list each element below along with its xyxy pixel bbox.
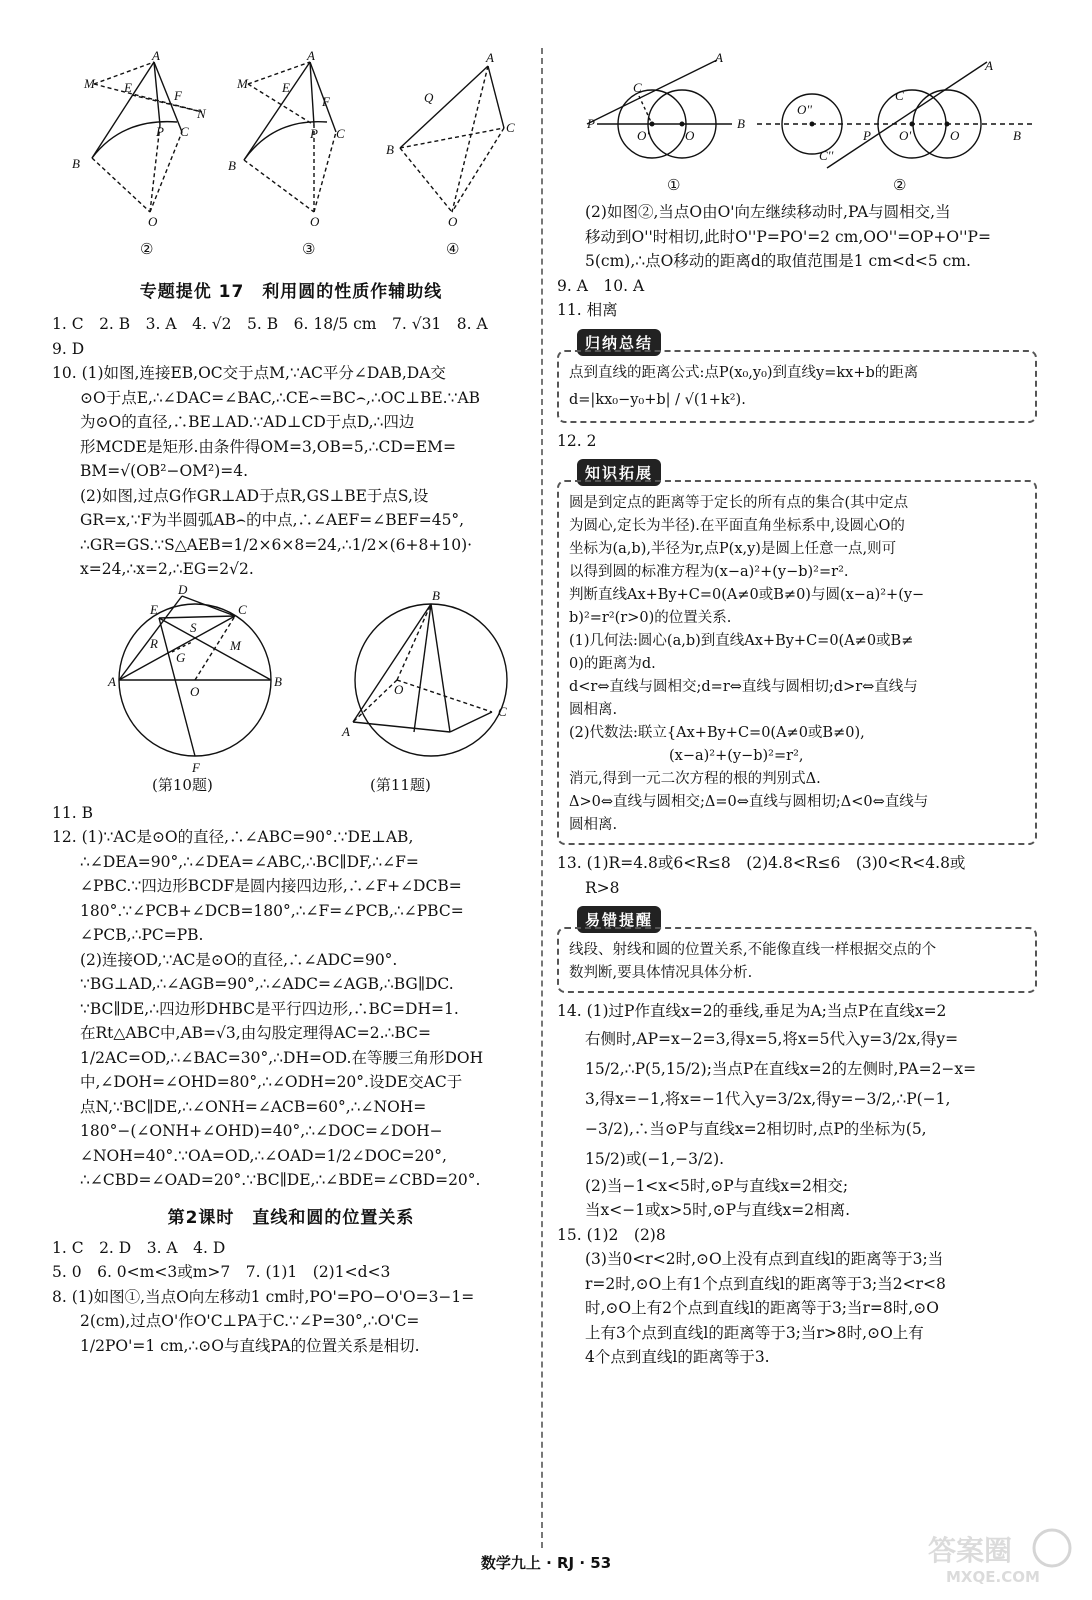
box-line: 消元,得到一元二次方程的根的判别式Δ. — [569, 771, 821, 787]
box-line: 以得到圆的标准方程为(x−a)²+(y−b)²=r². — [569, 564, 849, 580]
answer-line: ∴∠DEA=90°,∴∠DEA=∠ABC,∴BC∥DF,∴∠F= — [80, 852, 419, 871]
error-reminder-box — [557, 927, 1037, 993]
answers-block-right-1 — [557, 200, 1037, 323]
answer-line: r=2时,⊙O上有1个点到直线l的距离等于3;当2<r<8 — [585, 1274, 946, 1293]
fig4-dash — [400, 128, 504, 148]
answer-line: GR=x,∵F为半圆弧AB⌢的中点,∴∠AEF=∠BEF=45°, — [80, 511, 465, 529]
point-label-b: B — [274, 673, 282, 689]
point-label-e: E — [150, 601, 158, 617]
point-label-b: B — [1013, 128, 1021, 143]
answer-line: 1/2AC=OD,∴∠BAC=30°,∴DH=OD.在等腰三角形DOH — [80, 1048, 484, 1067]
fig1-center-o — [680, 122, 685, 127]
answer-line: 5. 0 6. 0<m<3或m>7 7. (1)1 (2)1<d<3 — [52, 1263, 391, 1281]
tangent-figures-svg — [557, 0, 1037, 196]
point-label-a: A — [985, 58, 993, 73]
answer-line: (2)连接OD,∵AC是⊙O的直径,∴∠ADC=90°. — [80, 950, 398, 969]
point-label-c: C — [498, 703, 507, 719]
fig11-line — [450, 712, 492, 732]
point-label-e: E — [124, 80, 132, 95]
answer-line: 15/2,∴P(5,15/2);当点P在直线x=2的左侧时,PA=2−x= — [585, 1059, 977, 1078]
point-label-o-double-prime: O'' — [797, 102, 812, 117]
point-label-d: D — [178, 581, 188, 597]
section-title-topic-17: 专题提优 17 利用圆的性质作辅助线 — [139, 282, 443, 302]
fig2-line — [154, 62, 160, 125]
fig3-dash — [248, 62, 310, 84]
answer-line: 9. D — [52, 339, 85, 358]
answer-line: 10. (1)如图,连接EB,OC交于点M,∵AC平分∠DAB,DA交 — [52, 364, 446, 382]
answer-line: ∵BC∥DE,∴四边形DHBC是平行四边形,∴BC=DH=1. — [80, 999, 459, 1018]
point-label-o: O — [148, 214, 158, 229]
point-label-q: Q — [424, 90, 434, 105]
answer-line: ∵BG⊥AD,∴∠AGB=90°,∴∠ADC=∠AGB,∴BG∥DC. — [80, 975, 454, 993]
circle-figures-svg — [52, 582, 530, 797]
answer-line: 移动到O''时相切,此时O''P=PO'=2 cm,OO''=OP+O''P= — [585, 227, 991, 246]
answer-line: ⊙O于点E,∴∠DAC=∠BAC,∴CE⌢=BC⌢,∴OC⊥BE.∵AB — [80, 388, 481, 407]
fig2-arc — [92, 122, 177, 158]
point-label-a: A — [108, 673, 116, 689]
figure-label-4: ④ — [446, 240, 460, 258]
error-reminder-tag: 易错提醒 — [577, 906, 661, 933]
figure-label-3: ③ — [302, 240, 316, 258]
point-label-m: M — [230, 637, 241, 653]
point-label-o: O — [448, 214, 458, 229]
answer-line: ∴GR=GS.∵S△AEB=1/2×6×8=24,∴1/2×(6+8+10)· — [80, 535, 473, 554]
box-line: 坐标为(a,b),半径为r,点P(x,y)是圆上任意一点,则可 — [569, 541, 897, 557]
answer-line: 在Rt△ABC中,AB=√3,由勾股定理得AC=2.∴BC= — [80, 1024, 431, 1042]
fig2-dash — [92, 158, 150, 212]
fig11-line — [353, 604, 431, 722]
point-label-r: R — [150, 635, 158, 651]
geometry-figures-svg — [52, 0, 530, 255]
answer-line: ∠PBC.∵四边形BCDF是圆内接四边形,∴∠F+∠DCB= — [80, 877, 462, 895]
point-label-b: B — [228, 158, 236, 173]
answer-line: (2)如图,过点G作GR⊥AD于点R,GS⊥BE于点S,设 — [80, 486, 429, 505]
point-label-o: O — [394, 681, 404, 697]
answer-line: 点N,∵BC∥DE,∴∠ONH=∠ACB=60°,∴∠NOH= — [80, 1097, 427, 1116]
fig4-dash — [452, 128, 504, 212]
box-line: 圆相离. — [569, 817, 618, 833]
box-line: (2)代数法:联立{Ax+By+C=0(A≠0或B≠0), — [569, 725, 865, 741]
fig2-dash — [150, 132, 182, 212]
point-label-a: A — [307, 48, 315, 63]
fig4-line — [488, 66, 504, 128]
fig2-center-o2 — [810, 122, 815, 127]
fig11-line — [431, 604, 450, 732]
answer-line: (2)如图②,当点O由O'向左继续移动时,PA与圆相交,当 — [585, 203, 951, 221]
answer-line: 13. (1)R=4.8或6<R≤8 (2)4.8<R≤6 (3)0<R<4.8或 — [557, 854, 966, 872]
point-label-f: F — [322, 94, 330, 109]
answer-line: 180°.∵∠PCB+∠DCB=180°,∴∠F=∠PCB,∴∠PBC= — [80, 901, 464, 920]
box-line: (1)几何法:圆心(a,b)到直线Ax+By+C=0(A≠0或B≠ — [569, 633, 914, 649]
point-label-a: A — [152, 48, 160, 63]
answer-line: 上有3个点到直线l的距离等于3;当r>8时,⊙O上有 — [585, 1323, 924, 1342]
fig10-line-dc — [182, 596, 235, 616]
left-column — [52, 0, 530, 1358]
point-label-c: C — [506, 120, 515, 135]
point-label-b: B — [72, 156, 80, 171]
point-label-b: B — [432, 587, 440, 603]
point-label-o: O — [310, 214, 320, 229]
answer-line: 15/2)或(−1,−3/2). — [585, 1149, 725, 1168]
point-label-e: E — [282, 80, 290, 95]
page-footer: 数学九上 · RJ · 53 — [480, 1554, 612, 1572]
answer-line: 为⊙O的直径,∴BE⊥AD.∵AD⊥CD于点D,∴四边 — [80, 413, 415, 431]
box-line: 为圆心,定长为半径).在平面直角坐标系中,设圆心O的 — [569, 518, 905, 534]
point-label-n: N — [197, 106, 206, 121]
fig10-dash-oc — [195, 616, 235, 680]
fig4-dash — [400, 148, 452, 212]
answer-line: 8. (1)如图①,当点O向左移动1 cm时,PO'=PO−O'O=3−1= — [52, 1287, 475, 1306]
answer-line: 9. A 10. A — [557, 276, 645, 295]
point-label-p: P — [863, 128, 871, 143]
fig10-line-ac — [119, 616, 235, 680]
fig4-dash — [452, 66, 488, 212]
column-divider — [541, 48, 543, 1548]
point-label-o: O — [685, 128, 695, 143]
answer-line: x=24,∴x=2,∴EG=2√2. — [80, 560, 254, 578]
point-label-p: P — [587, 116, 595, 131]
fig3-line — [244, 62, 310, 160]
fig2-line — [827, 62, 987, 168]
box-line: b)²=r²(r>0)的位置关系. — [569, 610, 732, 626]
box-line: d=|kx₀−y₀+b| / √(1+k²). — [569, 391, 746, 408]
point-label-m: M — [237, 76, 248, 91]
figure-caption-10: (第10题) — [152, 775, 213, 794]
point-label-a: A — [486, 50, 494, 65]
fig11-line — [353, 722, 450, 732]
point-label-c: C — [336, 126, 345, 141]
fig2-line — [92, 62, 154, 158]
answers-block-3 — [52, 1236, 530, 1359]
box-line: 判断直线Ax+By+C=0(A≠0或B≠0)与圆(x−a)²+(y− — [569, 587, 925, 603]
knowledge-extension-box — [557, 480, 1037, 845]
box-line: 圆是到定点的距离等于定长的所有点的集合(其中定点 — [569, 495, 909, 511]
fig10-line-ec — [159, 616, 235, 618]
point-label-b: B — [386, 142, 394, 157]
answer-line: ∠PCB,∴PC=PB. — [80, 926, 204, 944]
knowledge-extension-tag: 知识拓展 — [577, 459, 661, 486]
box-line: 0)的距离为d. — [569, 656, 656, 672]
box-line: d<r⇔直线与圆相交;d=r⇔直线与圆相切;d>r⇔直线与 — [569, 679, 918, 695]
point-label-c: C — [180, 124, 189, 139]
watermark-url: MXQE.COM — [946, 1568, 1040, 1586]
answer-line: 14. (1)过P作直线x=2的垂线,垂足为A;当点P在直线x=2 — [557, 1002, 947, 1020]
answer-line: 当x<−1或x>5时,⊙P与直线x=2相离. — [585, 1201, 851, 1219]
point-label-o: O — [950, 128, 960, 143]
answer-line: 180°−(∠ONH+∠OHD)=40°,∴∠DOC=∠DOH− — [80, 1122, 443, 1140]
point-label-a: A — [342, 723, 350, 739]
fig11-dash — [353, 680, 397, 722]
point-label-s: S — [190, 619, 197, 635]
geometry-figures-top-left — [52, 0, 530, 258]
point-label-f: F — [174, 88, 182, 103]
point-label-o: O — [190, 683, 200, 699]
answer-line: ∴∠CBD=∠OAD=20°.∵BC∥DE,∴∠BDE=∠CBD=20°. — [80, 1171, 481, 1189]
box-line: 数判断,要具体情况具体分析. — [569, 965, 753, 981]
fig11-circle — [355, 604, 507, 756]
answer-line: 4个点到直线l的距离等于3. — [585, 1348, 770, 1366]
answer-line: 5(cm),∴点O移动的距离d的取值范围是1 cm<d<5 cm. — [585, 252, 971, 270]
answer-line: 2(cm),过点O'作O'C⊥PA于C.∵∠P=30°,∴O'C= — [80, 1312, 420, 1330]
fig2-dash — [94, 84, 202, 112]
point-label-a: A — [715, 50, 723, 65]
answer-line: (2)当−1<x<5时,⊙P与直线x=2相交; — [585, 1176, 849, 1195]
box-line: 圆相离. — [569, 702, 618, 718]
figure-caption-11: (第11题) — [370, 775, 431, 794]
point-label-c-double-prime: C'' — [819, 148, 834, 163]
answer-line: 1. C 2. B 3. A 4. √2 5. B 6. 18/5 cm 7. √31 8. A — [52, 315, 488, 333]
answer-line: 3,得x=−1,将x=−1代入y=3/2x,得y=−3/2,∴P(−1, — [585, 1089, 951, 1108]
answer-line: 时,⊙O上有2个点到直线l的距离等于3;当r=8时,⊙O — [585, 1299, 939, 1317]
figure-label-2: ② — [893, 176, 907, 194]
point-label-o-prime: O' — [637, 128, 650, 143]
answer-line: 形MCDE是矩形.由条件得OM=3,OB=5,∴CD=EM= — [80, 437, 456, 456]
answers-block-right-2 — [557, 999, 1037, 1370]
box-line: 点到直线的距离公式:点P(x₀,y₀)到直线y=kx+b的距离 — [569, 364, 919, 381]
tangent-figures — [557, 0, 1037, 196]
fig1-center-o1 — [650, 122, 655, 127]
point-label-c: C — [238, 601, 247, 617]
watermark-text: 答案圈 — [928, 1534, 1013, 1567]
answer-line: 11. B — [52, 803, 93, 822]
fig3-dash — [244, 160, 314, 212]
fig11-dash — [397, 680, 492, 712]
figure-label-1: ① — [667, 176, 681, 194]
fig11-line — [414, 604, 431, 732]
section-title-lesson-2: 第2课时 直线和圆的位置关系 — [167, 1207, 415, 1228]
answer-line: R>8 — [585, 878, 620, 897]
point-label-p: P — [310, 126, 318, 141]
fig4-line — [400, 66, 488, 148]
answer-line: 中,∠DOH=∠OHD=80°,∴∠ODH=20°.设DE交AC于 — [80, 1073, 463, 1091]
point-label-p: P — [156, 124, 164, 139]
fig1-line-pa — [587, 60, 717, 124]
answer-line: −3/2),∴当⊙P与直线x=2相切时,点P的坐标为(5, — [585, 1119, 927, 1138]
answer-line: 15. (1)2 (2)8 — [557, 1225, 666, 1244]
answer-line: 右侧时,AP=x−2=3,得x=5,将x=5代入y=3/2x,得y= — [585, 1029, 959, 1048]
box-line: (x−a)²+(y−b)²=r², — [669, 748, 804, 764]
point-label-c: C — [895, 88, 904, 103]
figure-label-2: ② — [140, 240, 154, 258]
box-line: 线段、射线和圆的位置关系,不能像直线一样根据交点的个 — [569, 942, 937, 958]
fig2-center-o1 — [910, 122, 915, 127]
point-label-m: M — [84, 76, 95, 91]
point-label-o-prime: O' — [899, 128, 912, 143]
point-label-c: C — [633, 80, 642, 95]
answer-line: 11. 相离 — [557, 301, 618, 319]
box-line: Δ>0⇔直线与圆相交;Δ=0⇔直线与圆相切;Δ<0⇔直线与 — [569, 794, 929, 810]
right-column — [557, 0, 1037, 1370]
answer-line: BM=√(OB²−OM²)=4. — [80, 462, 249, 480]
summary-tag: 归纳总结 — [577, 329, 661, 356]
answer-line: 1. C 2. D 3. A 4. D — [52, 1238, 226, 1257]
answer-line: 1/2PO'=1 cm,∴⊙O与直线PA的位置关系是相切. — [80, 1336, 420, 1355]
figures-10-11 — [52, 582, 530, 797]
point-label-g: G — [176, 649, 186, 665]
answer-line: 12. 2 — [557, 431, 597, 450]
answers-block-2 — [52, 801, 530, 1193]
fig3-dash — [248, 84, 314, 125]
summary-box — [557, 350, 1037, 423]
watermark-logo — [924, 1526, 1074, 1588]
answer-line: 12. (1)∵AC是⊙O的直径,∴∠ABC=90°.∵DE⊥AB, — [52, 828, 414, 846]
answer-line: ∠NOH=40°.∵OA=OD,∴∠OAD=1/2∠DOC=20°, — [80, 1146, 447, 1165]
fig1-dash — [639, 96, 652, 124]
fig2-center-o — [945, 122, 950, 127]
point-label-b: B — [737, 116, 745, 131]
point-label-f: F — [192, 759, 200, 775]
answer-line: (3)当0<r<2时,⊙O上没有点到直线l的距离等于3;当 — [585, 1250, 944, 1268]
fig3-dash — [314, 132, 336, 212]
answers-block-1 — [52, 312, 530, 582]
